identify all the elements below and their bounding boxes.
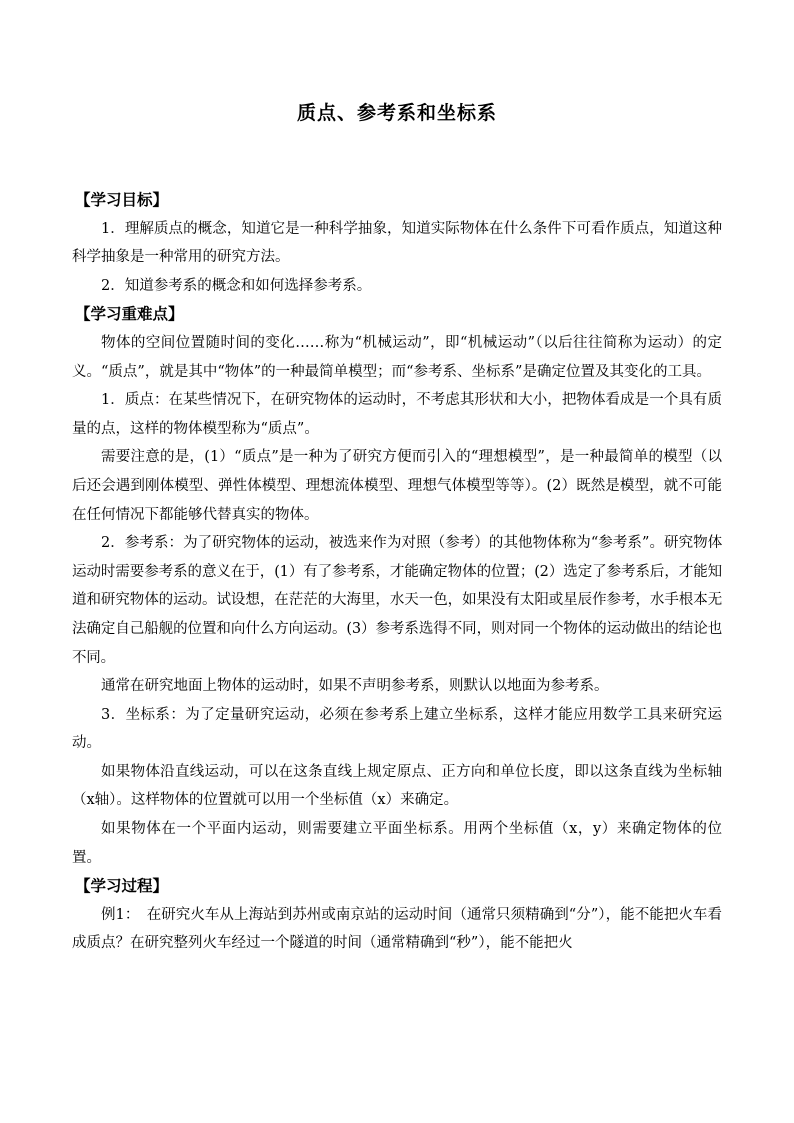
paragraph: 1．质点：在某些情况下，在研究物体的运动时，不考虑其形状和大小，把物体看成是一个具有质量的点，这样的物体模型称为“质点”。 (72, 392, 722, 437)
section-learning-process (72, 872, 722, 958)
section-heading: 【学习过程】 (75, 876, 169, 896)
section-heading: 【学习目标】 (75, 190, 169, 209)
paragraph: 2．知道参考系的概念和如何选择参考系。 (101, 277, 372, 294)
section-learning-goals (72, 186, 722, 300)
section-key-points (72, 300, 722, 872)
section-heading: 【学习重难点】 (75, 304, 184, 324)
paragraph: 物体的空间位置随时间的变化……称为“机械运动”，即“机械运动”（以后往往简称为运动）的定义。“质点”，就是其中“物体”的一种最简单模型；而“参考系、坐标系”是确定位置及其变化的工具。 (72, 334, 722, 380)
paragraph: 例1： 在研究火车从上海站到苏州或南京站的运动时间（通常只须精确到“分”），能不能把火车看成质点？在研究整列火车经过一个隧道的时间（通常精确到“秒”），能不能把火 (72, 906, 722, 952)
paragraph: 2．参考系：为了研究物体的运动，被选来作为对照（参考）的其他物体称为“参考系”。研究物体运动时需要参考系的意义在于，(1）有了参考系，才能确定物体的位置；(2）选定了参考系后，才能知道和研究物体的运动。试设想，在茫茫的大海里，水天一色，如果没有太阳或星辰作参考，水手根本无法确定自己船舰的位置和向什么方向运动。(3）参考系选得不同，则对同一个物体的运动做出的结论也不同。 (72, 535, 722, 666)
paragraph: 如果物体在一个平面内运动，则需要建立平面坐标系。用两个坐标值（x，y）来确定物体的位置。 (72, 821, 722, 866)
document-body (72, 186, 722, 958)
document-title: 质点、参考系和坐标系 (296, 102, 497, 124)
paragraph: 如果物体沿直线运动，可以在这条直线上规定原点、正方向和单位长度，即以这条直线为坐标轴（x轴）。这样物体的位置就可以用一个坐标值（x）来确定。 (72, 763, 722, 809)
paragraph: 需要注意的是，(1）“质点”是一种为了研究方便而引入的“理想模型”，是一种最简单的模型（以后还会遇到刚体模型、弹性体模型、理想流体模型、理想气体模型等等）。(2）既然是模型，就不可能在任何情况下都能够代替真实的物体。 (72, 449, 722, 523)
paragraph: 3．坐标系：为了定量研究运动，必须在参考系上建立坐标系，这样才能应用数学工具来研究运动。 (72, 706, 722, 752)
paragraph: 1．理解质点的概念，知道它是一种科学抽象，知道实际物体在什么条件下可看作质点，知道这种科学抽象是一种常用的研究方法。 (72, 220, 722, 266)
paragraph: 通常在研究地面上物体的运动时，如果不声明参考系，则默认以地面为参考系。 (101, 678, 609, 695)
